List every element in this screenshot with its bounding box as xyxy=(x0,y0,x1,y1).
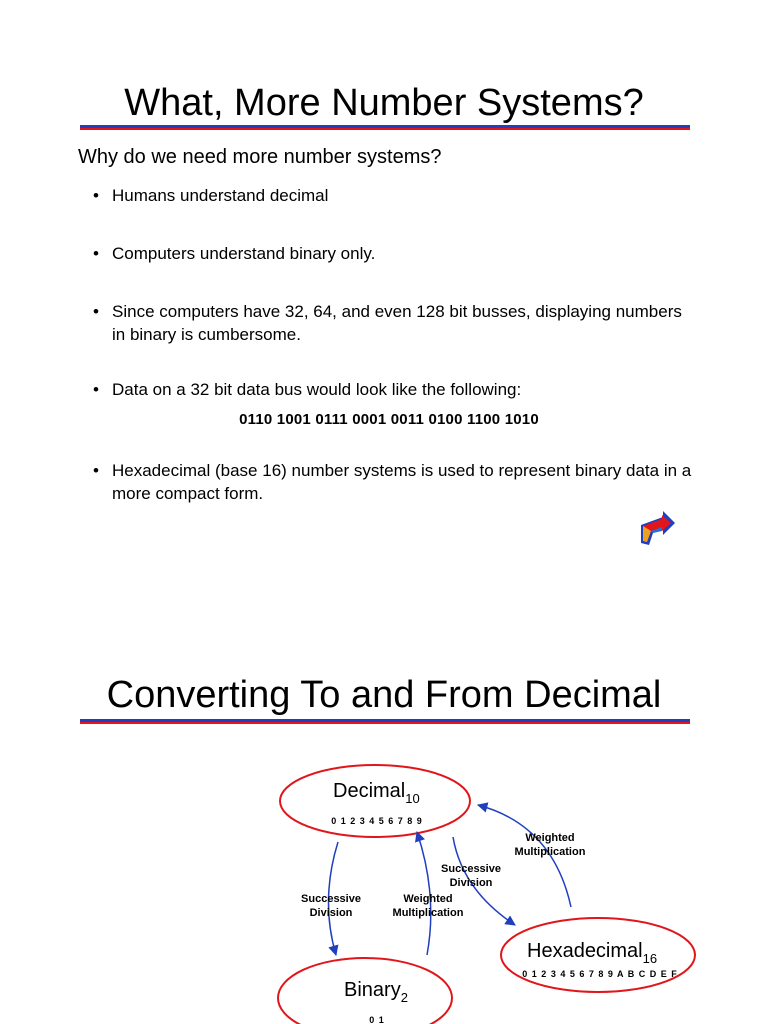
edge-label-successive-division: Successive xyxy=(301,893,361,905)
binary-node xyxy=(278,958,452,1024)
edge-label-successive-division: Successive xyxy=(441,863,501,875)
bullet-item: • Computers understand binary only. xyxy=(93,242,693,265)
decimal-node xyxy=(280,765,470,837)
bullet-item: • Since computers have 32, 64, and even 128 bit busses, displaying numbers in binary is cumbersome. xyxy=(93,300,693,346)
decimal-label: Decimal$_{10}$ xyxy=(333,780,420,806)
title-underline xyxy=(80,719,690,724)
slide2-title: Converting To and From Decimal xyxy=(106,674,662,716)
edge-label-weighted-multiplication: Multiplication xyxy=(392,907,464,919)
title-underline xyxy=(80,125,690,130)
edge-label-successive-division: Division xyxy=(449,877,493,889)
edge-label-successive-division: Division xyxy=(309,907,353,919)
slide1-subtitle: Why do we need more number systems? xyxy=(78,146,442,168)
hexadecimal-digits: 0 1 2 3 4 5 6 7 8 9 A B C D E F xyxy=(522,969,678,979)
hexadecimal-node xyxy=(501,918,695,992)
edge-label-weighted-multiplication: Multiplication xyxy=(514,846,586,858)
hexadecimal-label: Hexadecimal$_{16}$ xyxy=(527,940,658,966)
bullet-item: • Data on a 32 bit data bus would look like the following: xyxy=(93,378,693,401)
bullet-list xyxy=(93,184,693,505)
edge-label-weighted-multiplication: Weighted xyxy=(525,832,575,844)
bullet-item: • Hexadecimal (base 16) number systems is used to represent binary data in a more compact form. xyxy=(93,459,693,505)
binary-example: 0110 1001 0111 0001 0011 0100 1100 1010 xyxy=(239,411,539,428)
binary-label: Binary$_2$ xyxy=(344,979,408,1005)
edge-label-weighted-multiplication: Weighted xyxy=(403,893,453,905)
conversion-diagram xyxy=(0,740,768,1024)
binary-digits: 0 1 xyxy=(369,1015,385,1024)
bullet-item: • Humans understand decimal xyxy=(93,184,693,207)
decimal-digits: 0 1 2 3 4 5 6 7 8 9 xyxy=(331,816,423,826)
slide1-title: What, More Number Systems? xyxy=(124,82,644,124)
next-arrow-icon[interactable] xyxy=(637,509,677,549)
